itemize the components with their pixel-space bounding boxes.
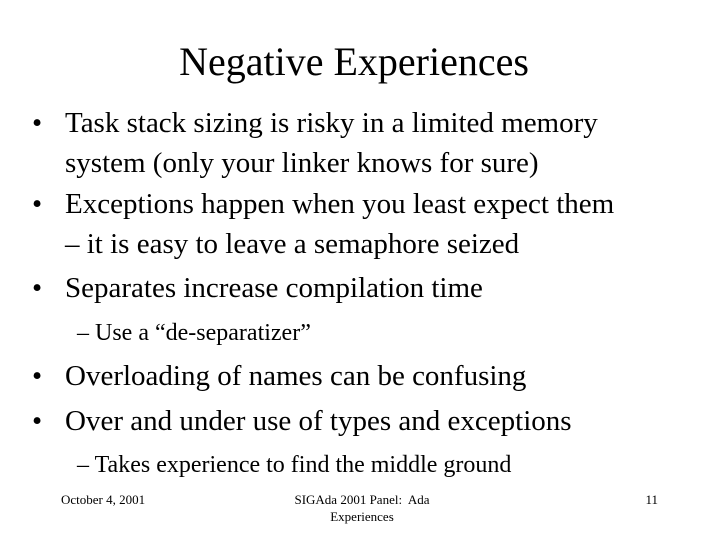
bullet-dot-icon: • <box>32 107 43 139</box>
page-number: 11 <box>645 492 658 507</box>
bullet-1-line-2: system (only your linker knows for sure) <box>65 147 539 179</box>
bullet-3-line-1: Separates increase compilation time <box>65 272 483 304</box>
bullet-2-line-1: Exceptions happen when you least expect them <box>65 188 615 220</box>
footer-center-line-2: Experiences <box>330 509 394 524</box>
sub-bullet-1: – Use a “de-separatizer” <box>77 320 311 346</box>
footer-center-line-1: SIGAda 2001 Panel: Ada <box>294 492 430 507</box>
bullet-4-line-1: Overloading of names can be confusing <box>65 360 527 392</box>
sub-bullet-2: – Takes experience to find the middle ground <box>77 452 512 478</box>
footer-date: October 4, 2001 <box>61 492 146 507</box>
bullet-dot-icon: • <box>32 405 43 437</box>
footer-presentation-title <box>262 491 462 525</box>
bullet-dot-icon: • <box>32 272 43 304</box>
slide-title: Negative Experiences <box>179 39 529 84</box>
bullet-dot-icon: • <box>32 188 43 220</box>
bullet-1-line-1: Task stack sizing is risky in a limited memory <box>65 107 598 139</box>
bullet-dot-icon: • <box>32 360 43 392</box>
bullet-2-line-2: – it is easy to leave a semaphore seized <box>65 228 520 260</box>
bullet-5-line-1: Over and under use of types and exceptions <box>65 405 572 437</box>
